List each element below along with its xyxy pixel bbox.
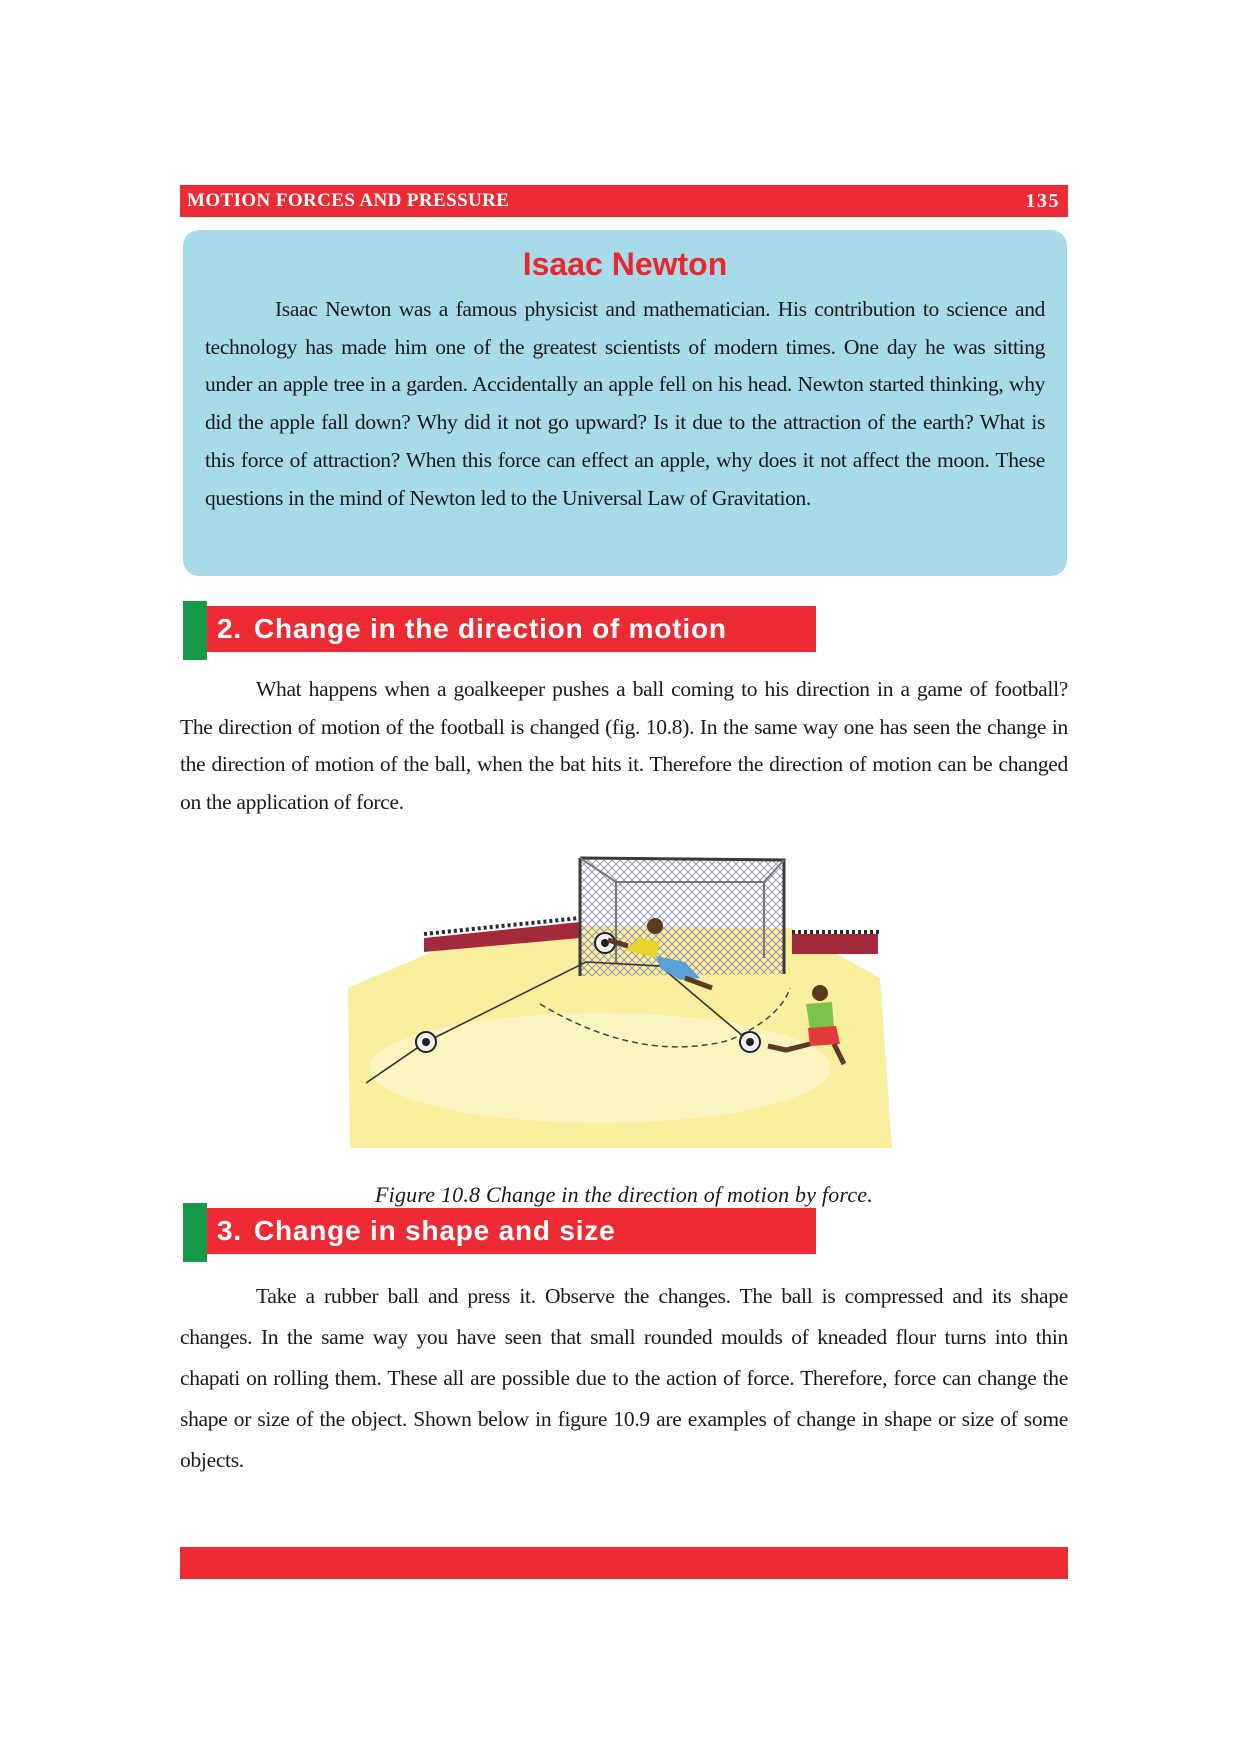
section-heading-direction — [183, 601, 816, 660]
football-goal-illustration — [340, 828, 896, 1158]
info-box-title: Isaac Newton — [522, 246, 728, 282]
section-number: 2. — [217, 613, 242, 644]
section-title: Change in the direction of motion — [253, 613, 727, 644]
running-header — [180, 185, 1068, 217]
figure-caption: Figure 10.8 Change in the direction of motion by force. — [375, 1182, 873, 1207]
goal-net — [580, 858, 784, 976]
section-title: Change in shape and size — [253, 1215, 616, 1246]
heading-red-band — [207, 1208, 816, 1254]
page-number: 135 — [1025, 189, 1060, 212]
section-heading-shape — [183, 1203, 816, 1262]
section-3-paragraph: Take a rubber ball and press it. Observe the changes. The ball is compressed and its shape changes. In the same way you have seen that small rounded moulds of kneaded flour turns into thin chapati on rolling them. These all are possible due to the action of force. Therefore, force can change the shape or size of the object. Shown below in figure 10.9 are examples of change in shape or size of some objects. — [180, 1284, 1068, 1472]
heading-green-marker — [183, 601, 207, 660]
section-2-paragraph: What happens when a goalkeeper pushes a ball coming to his direction in a game of football? The direction of motion of the football is changed (fig. 10.8). In the same way one has seen the change in the direction of motion of the ball, when the bat hits it. Therefore the direction of motion can be changed on the application of force. — [180, 677, 1068, 815]
crowd-right — [792, 934, 878, 954]
heading-red-band — [207, 606, 816, 652]
section-number: 3. — [217, 1215, 242, 1246]
football-goal-svg — [340, 828, 896, 1158]
heading-green-marker — [183, 1203, 207, 1262]
newton-info-box — [183, 230, 1067, 576]
chapter-title: MOTION FORCES AND PRESSURE — [187, 190, 510, 211]
info-box-text: Isaac Newton was a famous physicist and mathematician. His contribution to science and technology has made him one of the greatest scientists of modern times. One day he was sitting under an apple tree in a garden. Accidentally an apple fell on his head. Newton started thinking, why did the apple fall down? Why did it not go upward? Is it due to the attraction of the earth? What is this force of attraction? When this force can effect an apple, why does it not affect the moon. These questions in the mind of Newton led to the Universal Law of Gravitation. — [205, 297, 1045, 510]
footer-bar — [180, 1547, 1068, 1579]
